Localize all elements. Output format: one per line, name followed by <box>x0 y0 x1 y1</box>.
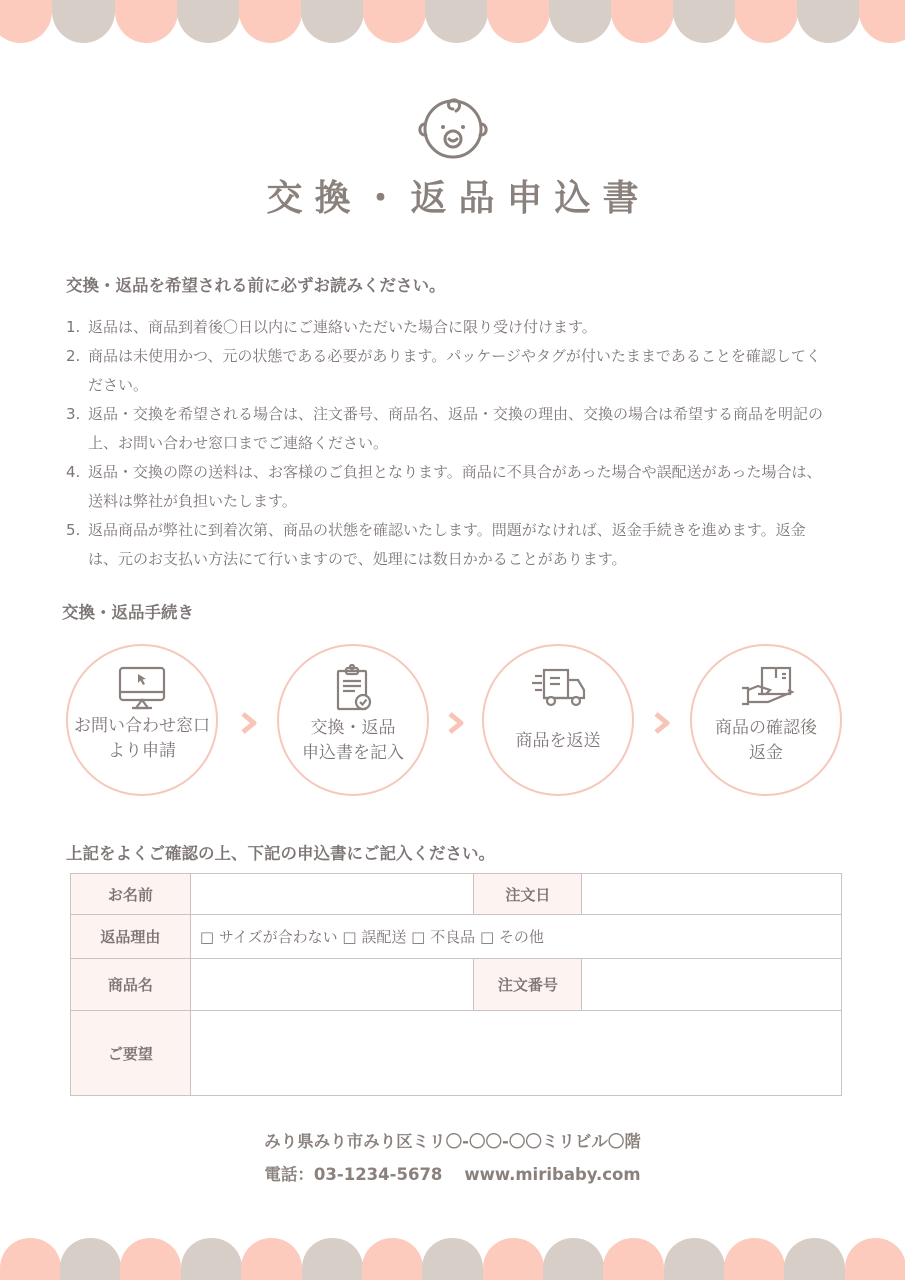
chevron-right-icon <box>447 711 465 735</box>
company-address: みり県みり市みり区ミリ〇-〇〇-〇〇ミリビル〇階 <box>264 1132 641 1151</box>
order-date-label: 注文日 <box>474 874 582 915</box>
request-label: ご要望 <box>71 1011 191 1096</box>
step-fill-form <box>277 644 429 796</box>
order-number-label: 注文番号 <box>474 959 582 1011</box>
notice-item: 1. 返品は、商品到着後〇日以内にご連絡いただいた場合に限り受け付けます。 <box>66 318 597 336</box>
step-label-line1: 商品を返送 <box>515 731 601 751</box>
step-label-line1: 交換・返品 <box>310 718 396 738</box>
form-heading: 上記をよくご確認の上、下記の申込書にご記入ください。 <box>66 844 495 863</box>
step-label-line1: 商品の確認後 <box>715 718 817 738</box>
notice-item: 3. 返品・交換を希望される場合は、注文番号、商品名、返品・交換の理由、交換の場合は希望する商品を明記の上、お問い合わせ窓口までご連絡ください。 <box>66 405 824 452</box>
computer-monitor-icon <box>114 664 170 714</box>
table-row <box>71 959 842 1011</box>
notice-item: 5. 返品商品が弊社に到着次第、商品の状態を確認いたします。問題がなければ、返金手続きを進めます。返金は、元のお支払い方法にて行いますので、処理には数日かかることがあります。 <box>66 521 806 568</box>
step-return-item <box>482 644 634 796</box>
page-title: 交換・返品申込書 <box>266 178 651 219</box>
clipboard-check-icon <box>325 664 381 714</box>
notice-item: 2. 商品は未使用かつ、元の状態である必要があります。パッケージやタグが付いたままであることを確認してください。 <box>66 347 821 394</box>
bottom-scallop-border <box>0 1238 905 1280</box>
notice-list <box>66 313 826 574</box>
reason-label: 返品理由 <box>71 915 191 959</box>
hand-box-icon <box>738 664 794 714</box>
notice-item: 4. 返品・交換の際の送料は、お客様のご負担となります。商品に不具合があった場合や誤配送があった場合は、送料は弊社が負担いたします。 <box>66 463 822 510</box>
name-label: お名前 <box>71 874 191 915</box>
table-row <box>71 874 842 915</box>
contact-info <box>0 1161 905 1185</box>
request-field[interactable] <box>190 1011 841 1096</box>
name-field[interactable] <box>190 874 474 915</box>
table-row <box>71 1011 842 1096</box>
checkbox-defective[interactable]: □ 不良品 <box>411 928 476 946</box>
checkbox-other[interactable]: □ その他 <box>479 928 544 946</box>
phone-number: 電話：03-1234-5678 <box>264 1165 443 1184</box>
step-label-line2: 返金 <box>749 743 783 763</box>
baby-face-icon <box>413 93 493 161</box>
step-label-line2: 申込書を記入 <box>302 743 404 763</box>
product-name-label: 商品名 <box>71 959 191 1011</box>
reason-options <box>190 915 841 959</box>
delivery-truck-icon <box>530 664 586 714</box>
checkbox-size[interactable]: □ サイズが合わない <box>199 928 338 946</box>
chevron-right-icon <box>653 711 671 735</box>
step-apply <box>66 644 218 796</box>
chevron-right-icon <box>240 711 258 735</box>
top-scallop-border <box>0 0 905 44</box>
checkbox-wrong-delivery[interactable]: □ 誤配送 <box>342 928 407 946</box>
product-name-field[interactable] <box>190 959 474 1011</box>
notice-heading: 交換・返品を希望される前に必ずお読みください。 <box>66 276 446 295</box>
step-label-line1: お問い合わせ窓口 <box>74 716 210 736</box>
order-number-field[interactable] <box>582 959 842 1011</box>
step-refund <box>690 644 842 796</box>
table-row <box>71 915 842 959</box>
procedure-heading: 交換・返品手続き <box>62 603 194 622</box>
step-label-line2: より申請 <box>108 741 176 761</box>
application-form-table <box>70 873 842 1096</box>
website-link[interactable]: www.miribaby.com <box>464 1165 641 1184</box>
order-date-field[interactable] <box>582 874 842 915</box>
